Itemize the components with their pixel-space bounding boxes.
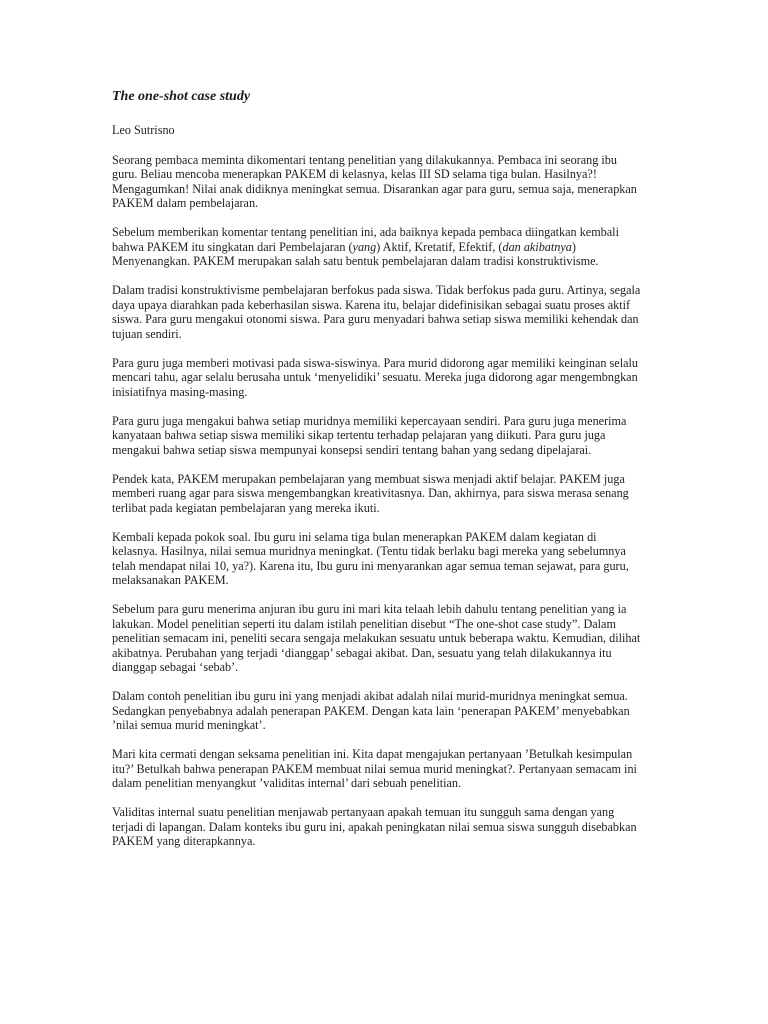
body-paragraph [112, 689, 642, 733]
body-paragraph [112, 153, 642, 211]
body-paragraph [112, 747, 642, 791]
paragraph-text: Sebelum memberikan komentar tentang penelitian ini, ada baiknya kepada pembaca diingatkan kembali bahwa PAKEM itu singkatan dari Pembelajaran ( [112, 225, 619, 254]
paragraph-text: Para guru juga memberi motivasi pada siswa-siswinya. Para murid didorong agar memiliki keinginan selalu mencari tahu, agar selalu berusaha untuk ‘menyelidiki’ sesuatu. Mereka juga didorong agar mengembngkan inisiatifnya masing-masing. [112, 355, 638, 399]
body-paragraph [112, 472, 642, 516]
document-body [112, 153, 642, 849]
paragraph-text: Seorang pembaca meminta dikomentari tentang penelitian yang dilakukannya. Pembaca ini seorang ibu guru. Beliau mencoba menerapkan PAKEM di kelasnya, kelas III SD selama tiga bulan. Hasilnya?! Mengagumkan! Nilai anak didiknya meningkat semua. Disarankan agar para guru, semua saja, menerapkan PAKEM dalam pembelajaran. [112, 152, 637, 210]
body-paragraph [112, 530, 642, 588]
body-paragraph [112, 805, 642, 849]
paragraph-text: Kembali kepada pokok soal. Ibu guru ini selama tiga bulan menerapkan PAKEM dalam kegiatan di kelasnya. Hasilnya, nilai semua muridnya meningkat. (Tentu tidak berlaku bagi mereka yang sebelumnya telah mendapat nilai 10, ya?). Karena itu, Ibu guru ini menyarankan agar semua teman sejawat, para guru, melaksanakan PAKEM. [112, 529, 629, 587]
paragraph-text: ) Aktif, Kretatif, Efektif, ( [376, 239, 503, 254]
document-author: Leo Sutrisno [112, 123, 175, 137]
paragraph-text: Dalam tradisi konstruktivisme pembelajaran berfokus pada siswa. Tidak berfokus pada guru. Artinya, segala daya upaya diarahkan pada keberhasilan siswa. Karena itu, belajar didefinisikan sebagai suatu proses aktif siswa. Para guru mengakui otonomi siswa. Para guru menyadari bahwa setiap siswa memiliki kehendak dan tujuan sendiri. [112, 283, 641, 341]
document-page [112, 88, 642, 863]
paragraph-text: Validitas internal suatu penelitian menjawab pertanyaan apakah temuan itu sungguh sama dengan yang terjadi di lapangan. Dalam konteks ibu guru ini, apakah peningkatan nilai semua siswa sungguh disebabkan PAKEM yang diterapkannya. [112, 805, 637, 848]
body-paragraph [112, 602, 642, 675]
paragraph-text: Pendek kata, PAKEM merupakan pembelajaran yang membuat siswa menjadi aktif belajar. PAKEM juga memberi ruang agar para siswa mengembangkan kreativitasnya. Dan, akhirnya, para siswa merasa senang terlibat pada kegiatan pembelajaran yang mereka ikuti. [112, 471, 629, 515]
paragraph-text: Mari kita cermati dengan seksama penelitian ini. Kita dapat mengajukan pertanyaan ’Betulkah kesimpulan itu?’ Betulkah bahwa penerapan PAKEM membuat nilai semua murid meningkat?. Pertanyaan semacam ini dalam penelitian menyangkut ’validitas internal’ dari sebuah penelitian. [112, 747, 637, 790]
document-title: The one-shot case study [112, 89, 251, 104]
paragraph-text: ) Menyenangkan. PAKEM merupakan salah satu bentuk pembelajaran dalam tradisi konstruktivisme. [112, 239, 599, 268]
paragraph-text: Dalam contoh penelitian ibu guru ini yang menjadi akibat adalah nilai murid-muridnya meningkat semua. Sedangkan penyebabnya adalah penerapan PAKEM. Dengan kata lain ‘penerapan PAKEM’ menyebabkan ’nilai semua murid meningkat’. [112, 689, 630, 732]
italic-text: yang [352, 239, 377, 254]
body-paragraph [112, 414, 642, 458]
paragraph-text: Para guru juga mengakui bahwa setiap muridnya memiliki kepercayaan sendiri. Para guru juga menerima kanyataan bahwa setiap siswa memiliki sikap tertentu terhadap pelajaran yang diikuti. Para guru juga mengakui bahwa setiap siswa mempunyai konsepsi sendiri tentang bahan yang sedang dipelajarai. [112, 413, 627, 457]
italic-text: dan akibatnya [502, 239, 572, 254]
body-paragraph [112, 356, 642, 400]
body-paragraph [112, 283, 642, 341]
paragraph-text: Sebelum para guru menerima anjuran ibu guru ini mari kita telaah lebih dahulu tentang penelitian yang ia lakukan. Model penelitian seperti itu dalam istilah penelitian disebut “The one-shot case study”. Dalam penelitian semacam ini, peneliti secara sengaja melakukan sesuatu untuk beberapa waktu. Kemudian, dilihat akibatnya. Perubahan yang terjadi ‘dianggap’ sebagai akibat. Dan, sesuatu yang telah dilakukannya itu dianggap sebagai ‘sebab’. [112, 602, 641, 674]
body-paragraph [112, 225, 642, 269]
